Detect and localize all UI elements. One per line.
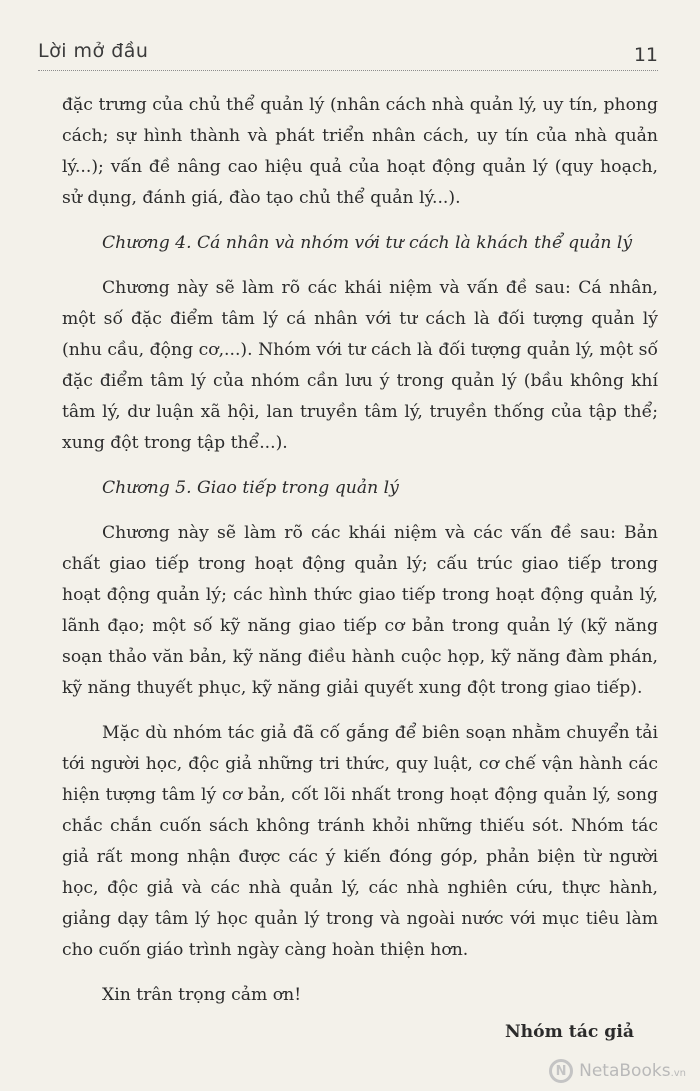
paragraph-continuation: đặc trưng của chủ thể quản lý (nhân cách nhà quản lý, uy tín, phong cách; sự hình thành và phát triển nhân cách, uy tín của nhà quản lý...); vấn đề nâng cao hiệu quả của hoạt động quản lý (quy hoạch, sử dụng, đánh giá, đào tạo chủ thể quản lý...). <box>62 95 658 208</box>
closing-paragraph: Mặc dù nhóm tác giả đã cố gắng để biên soạn nhằm chuyển tải tới người học, độc giả những tri thức, quy luật, cơ chế vận hành các hiện tượng tâm lý cơ bản, cốt lõi nhất trong hoạt động quản lý, song chắc chắn cuốn sách không tránh khỏi những thiếu sót. Nhóm tác giả rất mong nhận được các ý kiến đóng góp, phản biện từ người học, độc giả và các nhà quản lý, các nhà nghiên cứu, thực hành, giảng dạy tâm lý học quản lý trong và ngoài nước với mục tiêu làm cho cuốn giáo trình ngày càng hoàn thiện hơn. <box>62 723 658 960</box>
netabooks-logo-icon: N <box>549 1059 573 1083</box>
chapter-4-heading: Chương 4. Cá nhân và nhóm với tư cách là khách thể quản lý <box>102 233 633 253</box>
page-number: 11 <box>633 44 658 66</box>
watermark-brand <box>579 1061 686 1081</box>
chapter-5-heading: Chương 5. Giao tiếp trong quản lý <box>102 478 399 498</box>
watermark-brand-name: NetaBooks <box>579 1061 671 1081</box>
running-header-title: Lời mở đầu <box>38 40 149 62</box>
netabooks-watermark <box>549 1059 686 1083</box>
chapter-4-paragraph: Chương này sẽ làm rõ các khái niệm và vấn đề sau: Cá nhân, một số đặc điểm tâm lý cá nhân với tư cách là đối tượng quản lý (nhu cầu, động cơ,...). Nhóm với tư cách là đối tượng quản lý, một số đặc điểm tâm lý của nhóm cần lưu ý trong quản lý (bầu không khí tâm lý, dư luận xã hội, lan truyền tâm lý, truyền thống của tập thể; xung đột trong tập thể...). <box>62 278 658 453</box>
watermark-brand-suffix: .vn <box>670 1068 686 1079</box>
running-header <box>38 38 658 74</box>
author-signature: Nhóm tác giả <box>504 1022 634 1042</box>
header-divider <box>38 70 658 71</box>
thanks-line: Xin trân trọng cảm ơn! <box>102 985 302 1005</box>
body-text <box>62 90 658 1048</box>
chapter-5-paragraph: Chương này sẽ làm rõ các khái niệm và các vấn đề sau: Bản chất giao tiếp trong hoạt động quản lý; cấu trúc giao tiếp trong hoạt động quản lý; các hình thức giao tiếp trong hoạt động quản lý, lãnh đạo; một số kỹ năng giao tiếp cơ bản trong quản lý (kỹ năng soạn thảo văn bản, kỹ năng điều hành cuộc họp, kỹ năng đàm phán, kỹ năng thuyết phục, kỹ năng giải quyết xung đột trong giao tiếp). <box>62 523 658 698</box>
